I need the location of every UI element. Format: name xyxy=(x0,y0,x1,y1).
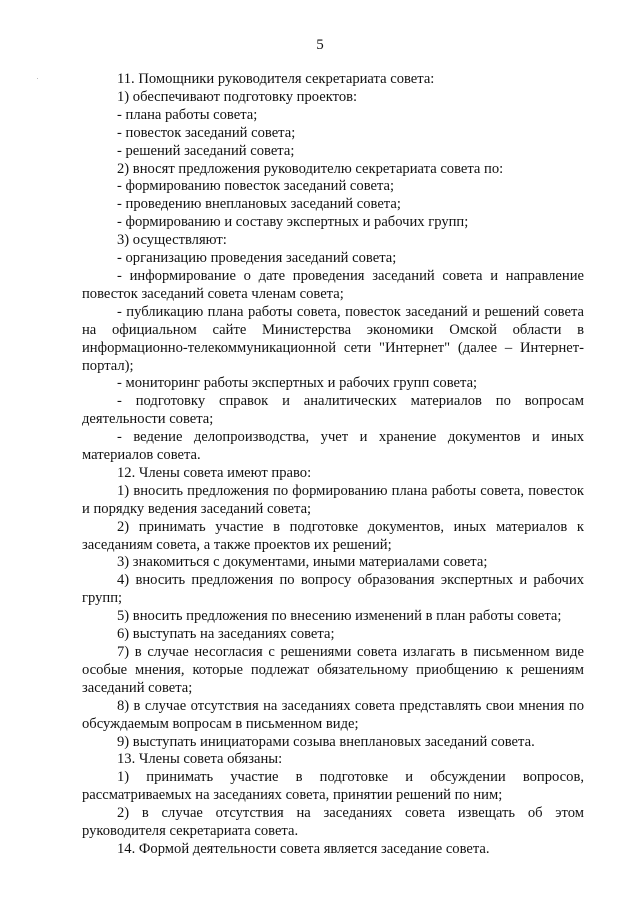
paragraph: - формированию повесток заседаний совета; xyxy=(117,178,395,195)
paragraph: - проведению внеплановых заседаний совета; xyxy=(117,196,401,213)
paragraph: 13. Члены совета обязаны: xyxy=(117,751,283,768)
paragraph: - повесток заседаний совета; xyxy=(117,124,296,141)
paragraph: - публикацию плана работы совета, повесток заседаний и решений совета на официальном сайте Министерства экономики Омской области в информационно-телекоммуникационной сети "Интернет" (далее – Интернет-портал); xyxy=(82,303,584,374)
paragraph: 8) в случае отсутствия на заседаниях совета представлять свои мнения по обсуждаемым вопросам в письменном виде; xyxy=(82,697,584,732)
paragraph: - ведение делопроизводства, учет и хранение документов и иных материалов совета. xyxy=(82,429,584,464)
paragraph: - плана работы совета; xyxy=(117,106,258,123)
paragraph: 11. Помощники руководителя секретариата совета: xyxy=(117,71,435,87)
page-number: 5 xyxy=(316,37,324,53)
paragraph: 14. Формой деятельности совета является заседание совета. xyxy=(117,840,490,857)
paragraph: 2) вносят предложения руководителю секретариата совета по: xyxy=(117,160,504,177)
paragraph: 6) выступать на заседаниях совета; xyxy=(117,626,335,643)
paragraph: 7) в случае несогласия с решениями совета излагать в письменном виде особые мнения, которые подлежат обязательному приобщению к решениям заседаний совета; xyxy=(82,644,584,696)
paragraph: 1) обеспечивают подготовку проектов: xyxy=(117,88,358,105)
paragraph: - подготовку справок и аналитических материалов по вопросам деятельности совета; xyxy=(82,393,584,428)
paragraph: - мониторинг работы экспертных и рабочих групп совета; xyxy=(117,375,478,392)
paragraph: 2) принимать участие в подготовке документов, иных материалов к заседаниям совета, а также проектов их решений; xyxy=(82,518,584,553)
paragraph: - решений заседаний совета; xyxy=(117,142,295,159)
paragraph: 4) вносить предложения по вопросу образования экспертных и рабочих групп; xyxy=(82,572,584,607)
paragraph: 3) осуществляют: xyxy=(117,232,227,249)
paragraph: 1) вносить предложения по формированию плана работы совета, повесток и порядку ведения заседаний совета; xyxy=(82,482,584,517)
paragraph: - организацию проведения заседаний совета; xyxy=(117,250,397,267)
paragraph: - информирование о дате проведения заседаний совета и направление повесток заседаний совета членам совета; xyxy=(82,267,584,302)
paragraph: 9) выступать инициаторами созыва внеплановых заседаний совета. xyxy=(117,733,535,750)
document-body xyxy=(82,71,584,859)
paragraph: 12. Члены совета имеют право: xyxy=(117,464,312,481)
paragraph: 1) принимать участие в подготовке и обсуждении вопросов, рассматриваемых на заседаниях совета, принятии решений по ним; xyxy=(82,769,584,804)
paragraph: 5) вносить предложения по внесению изменений в план работы совета; xyxy=(117,608,562,625)
paragraph: - формированию и составу экспертных и рабочих групп; xyxy=(117,214,469,231)
paragraph: 2) в случае отсутствия на заседаниях совета извещать об этом руководителя секретариата совета. xyxy=(82,805,584,840)
paragraph: 3) знакомиться с документами, иными материалами совета; xyxy=(117,554,488,571)
scan-speck xyxy=(37,78,38,79)
